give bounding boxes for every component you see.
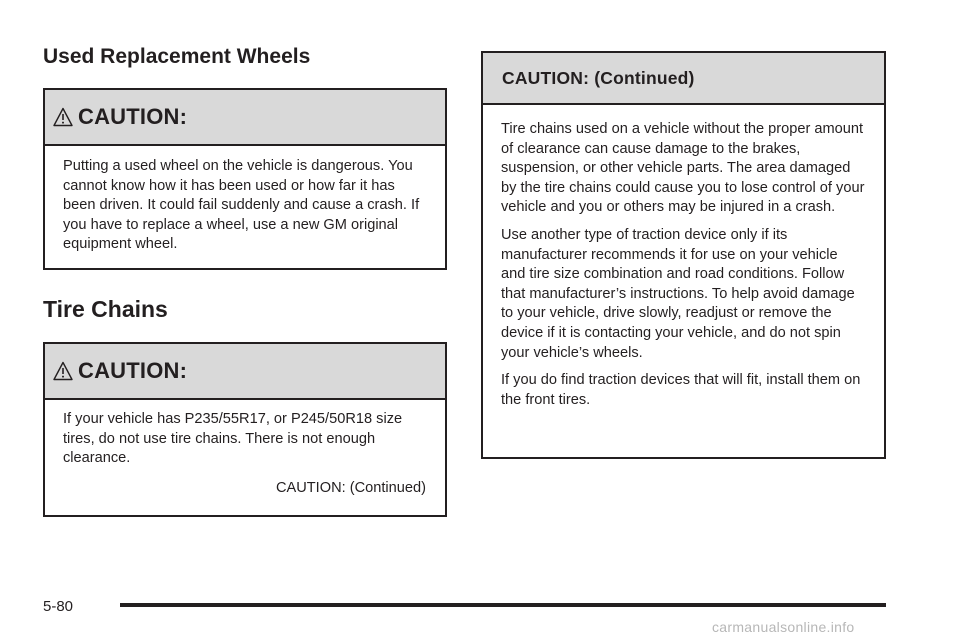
caution-header xyxy=(45,344,445,400)
caution-title: CAUTION: xyxy=(78,104,188,129)
caution-paragraph: Tire chains used on a vehicle without the proper amount of clearance can cause damage to the brakes, suspension, or other vehicle parts. The area damaged by the tire chains could cause you to lose control of your vehicle and you or others may be injured in a crash. xyxy=(501,121,865,216)
caution-text: If your vehicle has P235/55R17, or P245/50R18 size tires, do not use tire chains. There is not enough clearance. xyxy=(63,411,403,467)
caution-header xyxy=(483,53,884,105)
caution-title: CAUTION: xyxy=(78,358,188,383)
caution-body xyxy=(45,146,445,255)
caution-box-used-wheels xyxy=(43,88,447,270)
caution-continued-title: CAUTION: (Continued) xyxy=(502,67,695,88)
continued-note: CAUTION: (Continued) xyxy=(275,479,426,496)
watermark: carmanualsonline.info xyxy=(712,619,855,635)
caution-box-tire-chains xyxy=(43,342,447,517)
caution-text: Putting a used wheel on the vehicle is dangerous. You cannot know how it has been used or how far it has been driven. It could fail suddenly and cause a crash. If you have to replace a wheel, use a new GM original equipment wheel. xyxy=(63,158,420,253)
warning-triangle-icon xyxy=(53,107,73,127)
page-number: 5-80 xyxy=(43,598,74,615)
warning-triangle-icon xyxy=(53,361,73,381)
footer-rule xyxy=(120,603,886,607)
caution-paragraph: If you do find traction devices that will fit, install them on the front tires. xyxy=(501,372,861,408)
caution-paragraph: Use another type of traction device only if its manufacturer recommends it for use on your vehicle and tire size combination and road conditions. Follow that manufacturer’s instructions. To help avoid damage to your vehicle, drive slowly, readjust or remove the device if it is contacting your vehicle, and do not spin your vehicle’s wheels. xyxy=(501,226,855,361)
caution-body xyxy=(45,400,445,498)
caution-box-continued xyxy=(481,51,886,459)
section-heading-used-wheels: Used Replacement Wheels xyxy=(43,45,311,68)
section-heading-tire-chains: Tire Chains xyxy=(43,296,168,322)
caution-header xyxy=(45,90,445,146)
caution-body xyxy=(483,105,884,410)
